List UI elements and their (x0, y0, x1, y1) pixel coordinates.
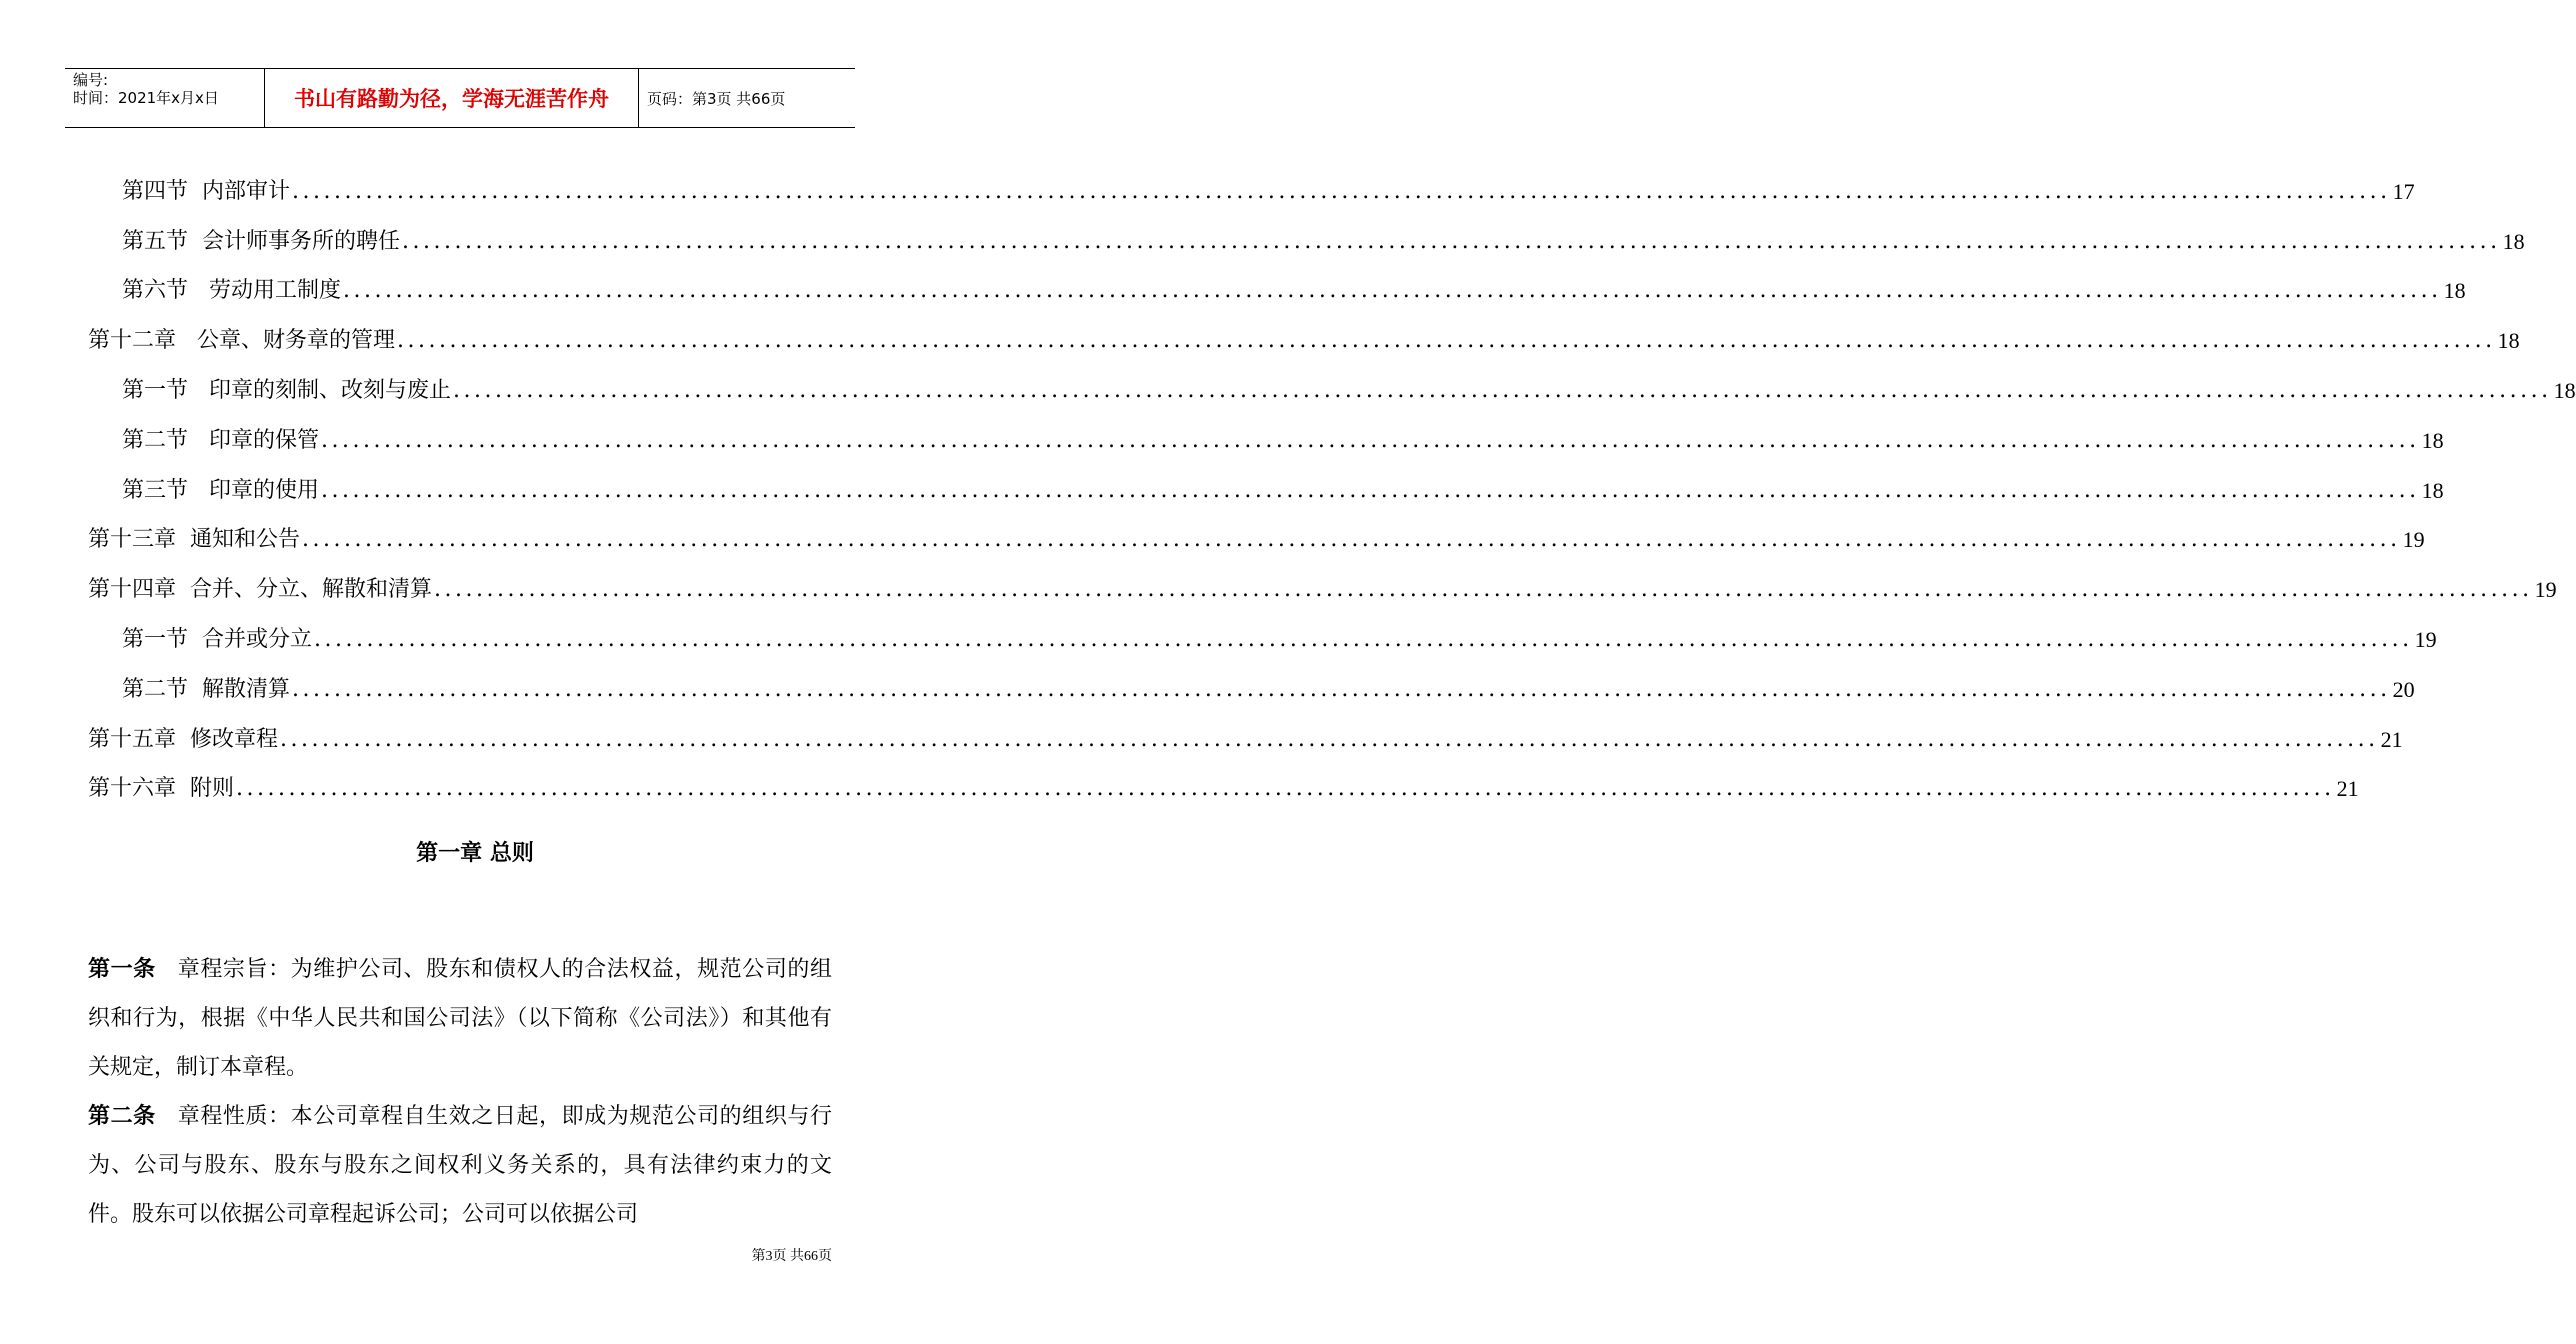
toc-entry-page: 18 (2443, 278, 2466, 304)
toc-entry[interactable] (88, 658, 2415, 708)
time-label: 时间：2021年x月x日 (73, 89, 219, 107)
toc-dot-leader: ........................................................................................................................................................................................................ (320, 477, 2420, 503)
toc-entry[interactable] (88, 509, 2425, 559)
toc-entry-page: 17 (2392, 178, 2415, 204)
serial-label: 编号: (73, 71, 109, 89)
toc-dot-leader: ........................................................................................................................................................................................................ (320, 427, 2420, 453)
toc-entry[interactable] (88, 160, 2415, 210)
toc-entry-label: 第二节 印章的保管 (122, 427, 319, 453)
toc-entry-page: 18 (2553, 377, 2576, 403)
article-number: 第二条 (88, 1104, 156, 1129)
toc-entry-page: 20 (2392, 676, 2415, 702)
article-text: 章程性质：本公司章程自生效之日起，即成为规范公司的组织与行为、公司与股东、股东与股东之间权利义务关系的，具有法律约束力的文件。股东可以依据公司章程起诉公司；公司可以依据公司 (88, 1104, 832, 1227)
toc-entry[interactable] (88, 459, 2444, 509)
toc-entry-label: 第十三章 通知和公告 (88, 527, 300, 553)
toc-entry-page: 18 (2421, 477, 2444, 503)
toc-entry-page: 18 (2502, 228, 2525, 254)
toc-entry[interactable] (88, 558, 2557, 608)
toc-entry[interactable] (88, 309, 2520, 359)
toc-entry-page: 18 (2421, 427, 2444, 453)
toc-entry[interactable] (88, 210, 2525, 260)
toc-entry-page: 18 (2497, 328, 2520, 354)
article-paragraph (88, 1092, 832, 1239)
toc-dot-leader: ........................................................................................................................................................................................................ (280, 726, 2379, 752)
toc-entry-page: 21 (2380, 726, 2403, 752)
toc-entry-label: 第六节 劳动用工制度 (122, 278, 341, 304)
toc-entry-page: 19 (2534, 577, 2557, 603)
toc-dot-leader: ........................................................................................................................................................................................................ (396, 328, 2496, 354)
article-body (88, 945, 832, 1239)
toc-entry-page: 21 (2336, 776, 2359, 802)
toc-entry[interactable] (88, 608, 2437, 658)
toc-dot-leader: ........................................................................................................................................................................................................ (434, 577, 2533, 603)
toc-dot-leader: ........................................................................................................................................................................................................ (452, 377, 2552, 403)
toc-entry-page: 19 (2402, 527, 2425, 553)
toc-entry[interactable] (88, 758, 2359, 808)
toc-entry-label: 第十二章 公章、财务章的管理 (88, 328, 395, 354)
toc-entry-label: 第一节 印章的刻制、改刻与废止 (122, 377, 451, 403)
article-number: 第一条 (88, 957, 156, 982)
header-page-label: 页码：第3页 共66页 (647, 89, 786, 108)
toc-dot-leader: ........................................................................................................................................................................................................ (342, 278, 2442, 304)
toc-dot-leader: ........................................................................................................................................................................................................ (302, 527, 2401, 553)
toc-entry[interactable] (88, 260, 2466, 310)
table-of-contents (88, 160, 2576, 807)
article-text: 章程宗旨：为维护公司、股东和债权人的合法权益，规范公司的组织和行为，根据《中华人民共和国公司法》（以下简称《公司法》）和其他有关规定，制订本章程。 (88, 957, 832, 1080)
toc-entry-label: 第十四章 合并、分立、解散和清算 (88, 577, 432, 603)
toc-dot-leader: ........................................................................................................................................................................................................ (292, 178, 2391, 204)
toc-entry[interactable] (88, 359, 2576, 409)
page-footer: 第3页 共66页 (751, 1249, 832, 1264)
chapter-title: 第一章 总则 (416, 841, 534, 866)
toc-dot-leader: ........................................................................................................................................................................................................ (314, 626, 2413, 652)
toc-entry-label: 第十六章 附则 (88, 776, 234, 802)
toc-entry[interactable] (88, 708, 2403, 758)
header-motto: 书山有路勤为径，学海无涯苦作舟 (265, 69, 639, 127)
toc-entry[interactable] (88, 409, 2444, 459)
toc-entry-label: 第三节 印章的使用 (122, 477, 319, 503)
toc-dot-leader: ........................................................................................................................................................................................................ (402, 228, 2501, 254)
toc-entry-page: 19 (2414, 626, 2437, 652)
toc-entry-label: 第五节 会计师事务所的聘任 (122, 228, 400, 254)
toc-dot-leader: ........................................................................................................................................................................................................ (292, 676, 2391, 702)
toc-entry-label: 第四节 内部审计 (122, 178, 290, 204)
toc-dot-leader: ........................................................................................................................................................................................................ (236, 776, 2335, 802)
header-meta (65, 69, 265, 127)
toc-entry-label: 第一节 合并或分立 (122, 626, 312, 652)
page-header (65, 68, 855, 128)
article-paragraph (88, 945, 832, 1092)
toc-entry-label: 第十五章 修改章程 (88, 726, 278, 752)
toc-entry-label: 第二节 解散清算 (122, 676, 290, 702)
